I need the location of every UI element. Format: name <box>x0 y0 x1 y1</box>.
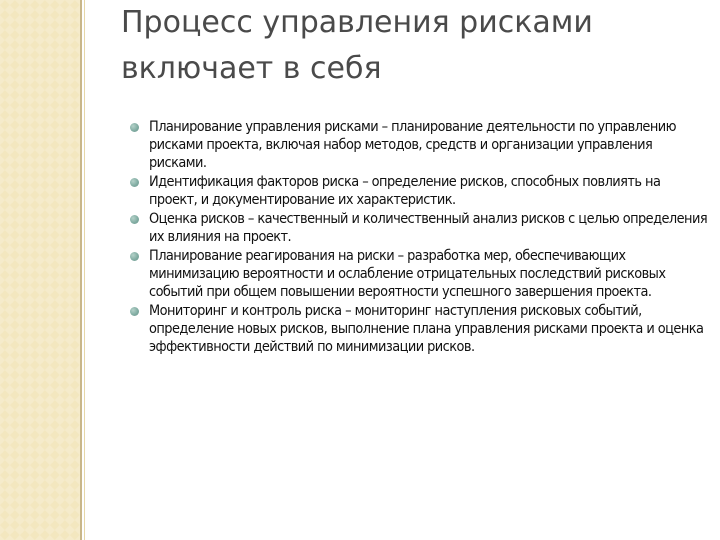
bullet-dot-icon <box>130 178 139 187</box>
bullet-dot-icon <box>130 307 139 316</box>
bullet-item-risk-identification <box>130 173 710 209</box>
bullet-dot-icon <box>130 252 139 261</box>
bullet-text: Планирование управления рисками – планирование деятельности по управлению рисками проекта, включая набор методов, средств и организации управления рисками. <box>149 119 676 171</box>
bullet-item-risk-response <box>130 247 710 301</box>
bullet-dot-icon <box>130 123 139 132</box>
bullet-item-risk-monitoring <box>130 302 710 356</box>
band-divider-line-thin <box>84 0 85 540</box>
bullet-item-risk-assessment <box>130 210 710 246</box>
bullet-list <box>130 118 710 357</box>
bullet-item-risk-planning <box>130 118 710 172</box>
bullet-dot-icon <box>130 215 139 224</box>
bullet-text: Мониторинг и контроль риска – мониторинг наступления рисковых событий, определение новых рисков, выполнение плана управления рисками проекта и оценка эффективности действий по минимизации рисков. <box>149 303 704 355</box>
bullet-text: Идентификация факторов риска – определение рисков, способных повлиять на проект, и документирование их характеристик. <box>149 174 661 208</box>
decorative-side-band <box>0 0 80 540</box>
bullet-text: Оценка рисков – качественный и количественный анализ рисков с целью определения их влияния на проект. <box>149 211 708 245</box>
bullet-text: Планирование реагирования на риски – разработка мер, обеспечивающих минимизацию вероятности и ослабление отрицательных последствий рисковых событий при общем повышении вероятности успешного завершения проекта. <box>149 248 666 300</box>
band-divider-line <box>80 0 82 540</box>
slide-title: Процесс управления рисками включает в себя <box>121 5 593 86</box>
